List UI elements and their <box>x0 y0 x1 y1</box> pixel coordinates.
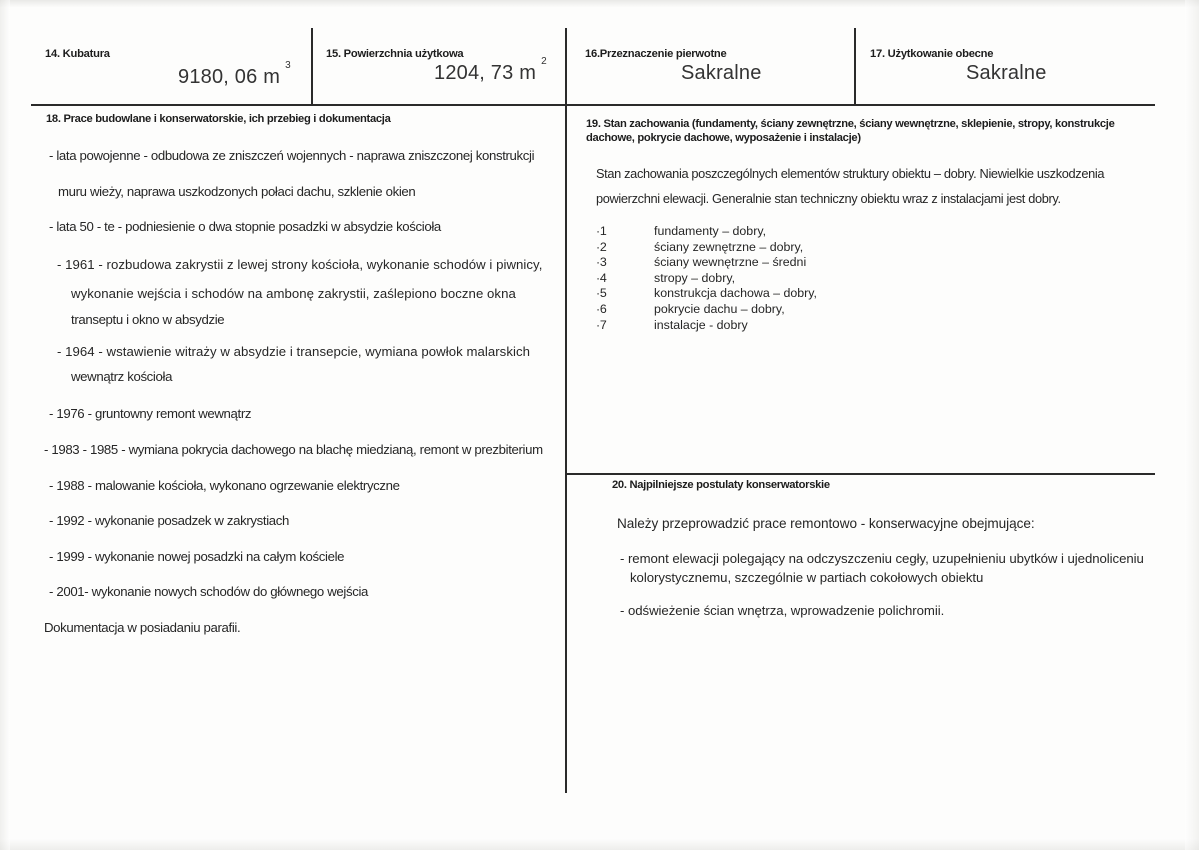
rule-vertical-center <box>565 28 567 793</box>
scan-edge-top <box>0 0 1199 8</box>
section18-line-1: - lata powojenne - odbudowa ze zniszczeń wojennych - naprawa zniszczonej konstrukcji <box>49 148 535 163</box>
section19-heading-line2: pokrycie dachowe, wyposażenie i instalacje) <box>637 132 861 144</box>
section18-line-15: Dokumentacja w posiadaniu parafii. <box>44 620 241 635</box>
scan-edge-bottom <box>0 838 1199 850</box>
section18-line-5: wykonanie wejścia i schodów na ambonę zakrystii, zaślepiono boczne okna <box>71 286 516 301</box>
section18-line-9: - 1976 - gruntowny remont wewnątrz <box>49 406 252 421</box>
list-item-text: ściany zewnętrzne – dobry, <box>654 239 804 254</box>
list-item <box>596 302 817 318</box>
list-item-text: konstrukcja dachowa – dobry, <box>654 286 818 301</box>
list-item-index: ·3 <box>596 255 607 270</box>
list-item <box>596 286 817 302</box>
list-item-index: ·5 <box>596 286 607 301</box>
list-item <box>596 318 817 334</box>
section20-bullet2: - odświeżenie ścian wnętrza, wprowadzenie polichromii. <box>620 603 945 618</box>
field-value-przeznaczenie-text: Sakralne <box>681 62 762 84</box>
section18-heading: 18. Prace budowlane i konserwatorskie, ich przebieg i dokumentacja <box>46 113 391 125</box>
list-item-index: ·4 <box>596 270 607 285</box>
list-item-text: fundamenty – dobry, <box>654 224 767 238</box>
field-value-uzytkowanie-text: Sakralne <box>966 62 1047 84</box>
section19-paragraph-line2: powierzchni elewacji. Generalnie stan techniczny obiektu wraz z instalacjami jest dobry. <box>596 191 1061 206</box>
list-item <box>596 224 817 240</box>
section20-bullet1-line1: - remont elewacji polegający na odczyszczeniu cegły, uzupełnieniu ubytków i ujednoliceniu <box>620 551 1144 566</box>
list-item-index: ·6 <box>596 301 607 316</box>
field-value-przeznaczenie-pierwotne <box>681 62 762 85</box>
list-item <box>596 255 817 271</box>
list-item-text: instalacje - dobry <box>654 317 748 332</box>
list-item <box>596 240 817 256</box>
list-item-index: ·2 <box>596 239 607 254</box>
field-value-powierzchnia-number: 1204, 73 m <box>434 62 537 84</box>
field-value-kubatura <box>178 60 291 89</box>
list-item-text: pokrycie dachu – dobry, <box>654 301 785 316</box>
section18-line-6: transeptu i okno w absydzie <box>71 312 225 327</box>
rule-vertical-header-3 <box>854 28 856 105</box>
field-value-powierzchnia-superscript: 2 <box>541 56 547 68</box>
section18-line-11: - 1988 - malowanie kościoła, wykonano ogrzewanie elektryczne <box>49 478 400 493</box>
section18-line-8: wewnątrz kościoła <box>71 369 173 384</box>
field-label-przeznaczenie-pierwotne: 16.Przeznaczenie pierwotne <box>585 48 727 60</box>
field-value-kubatura-number: 9180, 06 m <box>178 66 281 88</box>
list-item-index: ·7 <box>596 317 607 332</box>
field-value-uzytkowanie-obecne <box>966 62 1047 85</box>
section19-condition-list <box>596 224 817 333</box>
section18-line-4: - 1961 - rozbudowa zakrystii z lewej strony kościoła, wykonanie schodów i piwnicy, <box>57 257 543 272</box>
section18-line-12: - 1992 - wykonanie posadzek w zakrystiach <box>49 513 289 528</box>
field-value-powierzchnia-uzytkowa <box>434 56 547 85</box>
field-label-kubatura: 14. Kubatura <box>45 48 110 60</box>
section20-intro: Należy przeprowadzić prace remontowo - konserwacyjne obejmujące: <box>617 516 1035 531</box>
section19-heading <box>586 117 1146 145</box>
section18-line-10: - 1983 - 1985 - wymiana pokrycia dachowego na blachę miedzianą, remont w prezbiterium <box>44 442 543 457</box>
scan-edge-left <box>0 0 10 850</box>
section20-heading: 20. Najpilniejsze postulaty konserwatorskie <box>612 479 830 491</box>
rule-between-section19-and-20 <box>566 473 1155 475</box>
section19-heading-line1: 19. Stan zachowania (fundamenty, ściany zewnętrzne, ściany wewnętrzne, sklepienie, stropy, konstrukcje dachowe, <box>586 118 1115 144</box>
list-item-text: stropy – dobry, <box>654 270 736 285</box>
rule-under-header-row <box>31 104 1155 106</box>
section18-line-13: - 1999 - wykonanie nowej posadzki na całym kościele <box>49 549 345 564</box>
section18-line-3: - lata 50 - te - podniesienie o dwa stopnie posadzki w absydzie kościoła <box>49 219 441 234</box>
field-label-uzytkowanie-obecne: 17. Użytkowanie obecne <box>870 48 994 60</box>
section18-line-2: muru wieży, naprawa uszkodzonych połaci dachu, szklenie okien <box>58 184 416 199</box>
field-value-kubatura-superscript: 3 <box>285 60 291 72</box>
list-item-text: ściany wewnętrzne – średni <box>654 255 807 270</box>
section20-bullet1-line2: kolorystycznemu, szczególnie w partiach cokołowych obiektu <box>630 570 984 585</box>
section19-paragraph-line1: Stan zachowania poszczególnych elementów struktury obiektu – dobry. Niewielkie uszkodzenia <box>596 166 1105 181</box>
scan-edge-right <box>1185 0 1199 850</box>
section18-line-7: - 1964 - wstawienie witraży w absydzie i transepcie, wymiana powłok malarskich <box>57 344 530 359</box>
rule-vertical-header-1 <box>311 28 313 105</box>
list-item-index: ·1 <box>596 224 607 238</box>
field-label-powierzchnia-uzytkowa: 15. Powierzchnia użytkowa <box>326 48 464 60</box>
section18-line-14: - 2001- wykonanie nowych schodów do głównego wejścia <box>49 584 369 599</box>
list-item <box>596 271 817 287</box>
